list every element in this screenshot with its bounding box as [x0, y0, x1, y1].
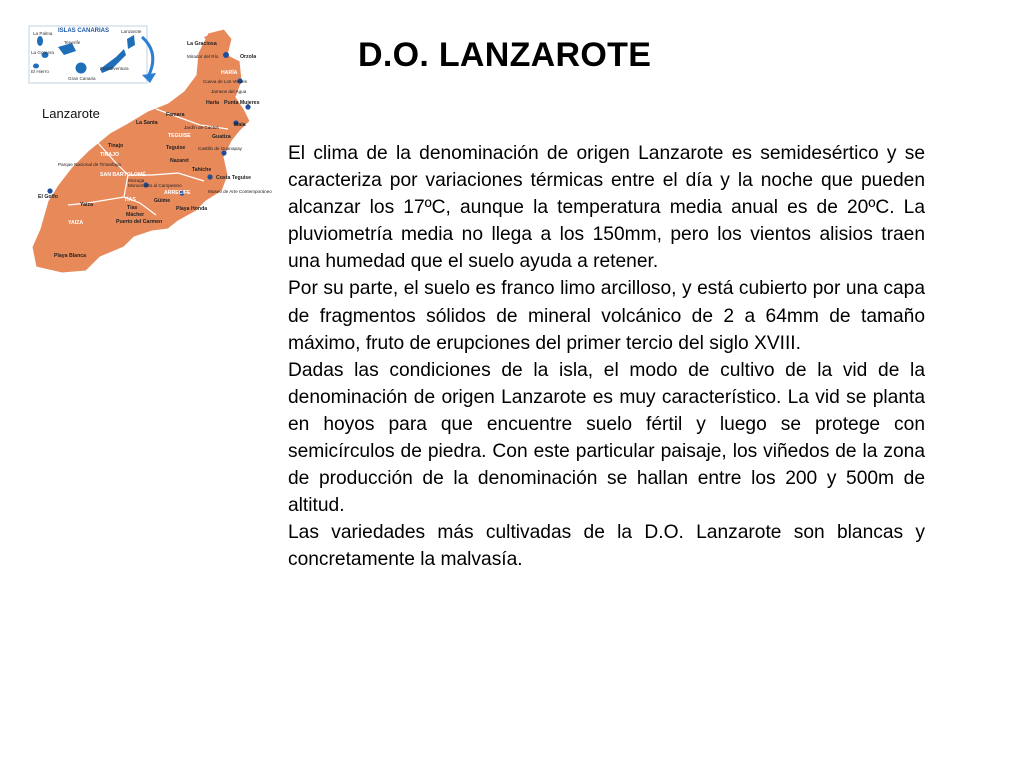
label-la-graciosa: La Graciosa — [187, 41, 217, 47]
inset-label-lanzarote: Lanzarote — [121, 29, 142, 34]
label-tinajo-region: TINAJO — [100, 152, 120, 158]
label-orzola: Orzola — [240, 54, 257, 60]
body-text — [288, 140, 925, 574]
page-title: D.O. LANZAROTE — [358, 36, 652, 74]
label-haria: Haría — [206, 100, 219, 106]
label-museo: Museo de Arte Contemporáneo — [208, 189, 272, 194]
label-parque: Parque Nacional de Timanfaya — [58, 162, 121, 167]
paragraph-cultivation: Dadas las condiciones de la isla, el modo de cultivo de la vid de la denominación de origen Lanzarote es muy característico. La vid se planta en hoyos para que encuentre suelo fértil y luego se protege con semicírculos de piedra. Con este particular paisaje, los viñedos de la zona de producción de la denominación se hallan entre los 200 y 500m de altitud. — [288, 359, 925, 517]
label-playa-blanca: Playa Blanca — [54, 253, 87, 259]
inset-title: ISLAS CANARIAS — [58, 28, 110, 34]
label-teguise: Teguise — [166, 145, 186, 151]
inset-label-la-gomera: La Gomera — [31, 50, 54, 55]
label-haria-region: HARÍA — [221, 70, 238, 76]
label-teguise-region: TEGUISE — [168, 133, 191, 139]
label-puerto-carmen: Puerto del Carmen — [116, 219, 163, 225]
paragraph-soil: Por su parte, el suelo es franco limo arcilloso, y está cubierto por una capa de fragmentos sólidos de mineral volcánico de 2 a 64mm de tamaño máximo, fruto de erupciones del primer tercio del siglo XVIII. — [288, 278, 925, 354]
label-yaiza: Yaiza — [80, 202, 93, 208]
map-graphic — [28, 25, 268, 280]
map-caption: Lanzarote — [42, 106, 100, 121]
label-castillo: Castillo de Guanapay — [198, 146, 242, 151]
label-tias-region: TÍAS — [124, 197, 136, 203]
paragraph-climate: El clima de la denominación de origen Lanzarote es semidesértico y se caracteriza por variaciones térmicas entre el día y la noche que pueden alcanzar los 17ºC, aunque la temperatura media anual es de 20ºC. La pluviometría media no llega a los 150mm, pero los vientos alisios traen una humedad que el suelo ayuda a retener. — [288, 143, 925, 273]
label-la-santa: La Santa — [136, 120, 158, 126]
label-monumento: Monumento al Campesino — [128, 183, 182, 188]
label-mala: Mala — [234, 122, 246, 128]
label-cueva: Cueva de Los Verdes — [203, 79, 247, 84]
inset-label-gran-canaria: Gran Canaria — [68, 76, 96, 81]
label-nazaret: Nazaret — [170, 158, 189, 164]
inset-label-la-palma: La Palma — [33, 31, 53, 36]
label-el-golfo: El Golfo — [38, 194, 58, 200]
label-jameos: Jameos del Agua — [211, 89, 247, 94]
label-punta-mujeres: Punta Mujeres — [224, 100, 260, 106]
label-yaiza-region: YAIZA — [68, 220, 84, 226]
label-mirador: Mirador del Río — [187, 54, 219, 59]
label-jardin: Jardín de Cactus — [184, 125, 219, 130]
inset-label-fuerteventura: Fuerteventura — [100, 66, 129, 71]
label-guime: Güime — [154, 198, 171, 204]
label-arrecife-region: ARRECIFE — [164, 190, 191, 196]
label-san-bartolome-region: SAN BARTOLOMÉ — [100, 172, 146, 178]
label-costa-teguise: Costa Teguise — [216, 175, 252, 181]
label-tahiche: Tahiche — [192, 167, 212, 173]
label-tias: Tías — [127, 205, 138, 211]
lanzarote-map — [28, 25, 272, 280]
label-macher: Mácher — [126, 212, 145, 218]
label-guatiza: Guatiza — [212, 134, 231, 140]
label-famara: Famara — [166, 112, 185, 118]
label-mozaga: Mozaga — [128, 178, 145, 183]
inset-label-tenerife: Tenerife — [64, 40, 81, 45]
label-tinajo: Tinajo — [108, 143, 124, 149]
paragraph-varieties: Las variedades más cultivadas de la D.O. Lanzarote son blancas y concretamente la malvasía. — [288, 522, 925, 571]
inset-label-el-hierro: El Hierro — [31, 69, 49, 74]
label-playa-honda: Playa Honda — [176, 206, 208, 212]
